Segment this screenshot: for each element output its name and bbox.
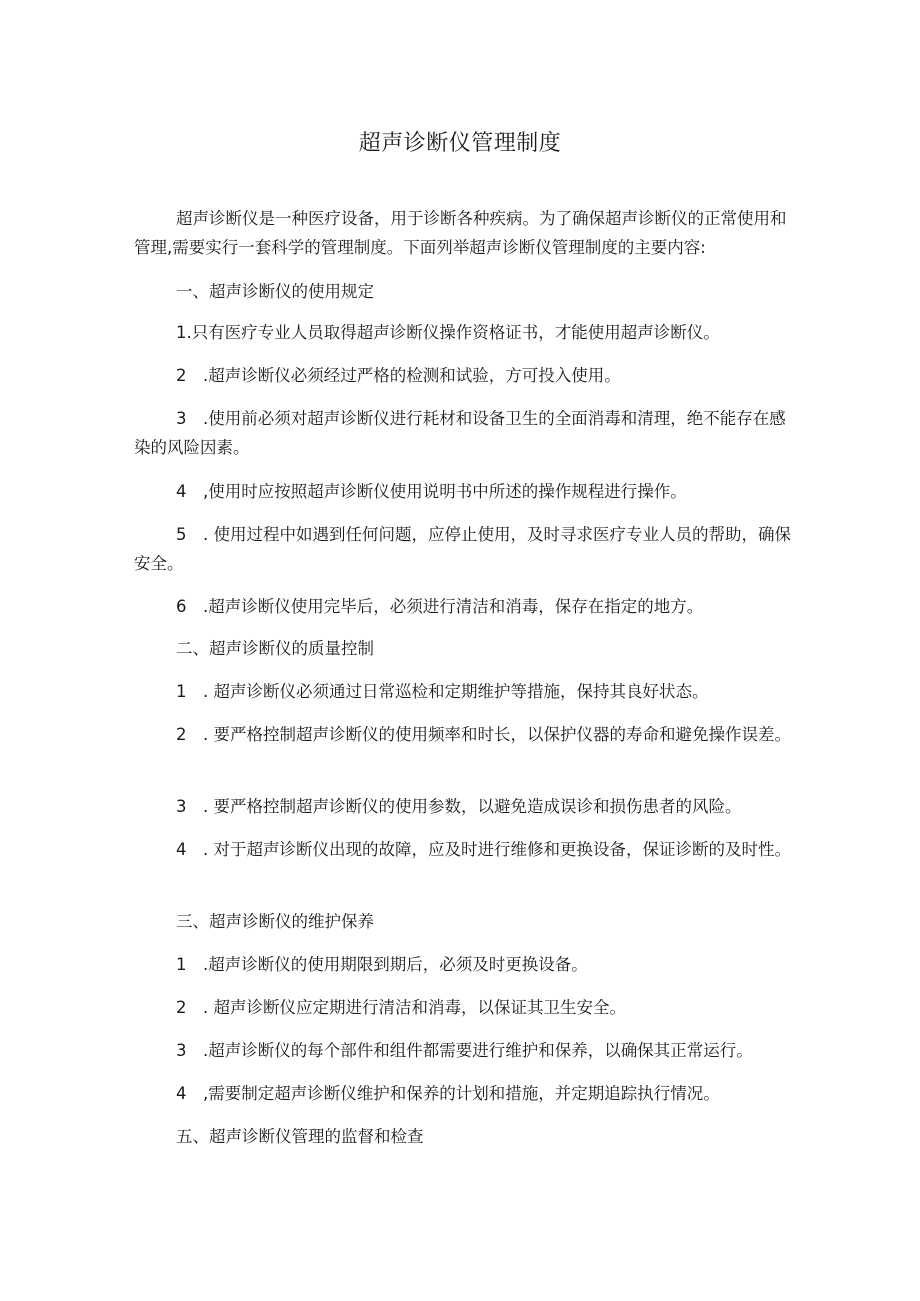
section-1-item-4: 4 ,使用时应按照超声诊断仪使用说明书中所述的操作规程进行操作。 (176, 482, 687, 501)
section-1-heading: 一、超声诊断仪的使用规定 (176, 282, 374, 301)
section-3-item-3: 3 .超声诊断仪的每个部件和组件都需要进行维护和保养，以确保其正常运行。 (176, 1041, 753, 1060)
section-1-item-1: 1.只有医疗专业人员取得超声诊断仪操作资格证书，才能使用超声诊断仪。 (176, 323, 720, 342)
section-1-item-2: 2 .超声诊断仪必须经过严格的检测和试验，方可投入使用。 (176, 366, 621, 385)
section-2-item-1: 1 . 超声诊断仪必须通过日常巡检和定期维护等措施，保持其良好状态。 (176, 682, 709, 701)
intro-paragraph: 超声诊断仪是一种医疗设备，用于诊断各种疾病。为了确保超声诊断仪的正常使用和管理,需要实行一套科学的管理制度。下面列举超声诊断仪管理制度的主要内容: (134, 209, 787, 257)
section-3-item-1: 1 .超声诊断仪的使用期限到期后，必须及时更换设备。 (176, 955, 588, 974)
section-3-item-4: 4 ,需要制定超声诊断仪维护和保养的计划和措施，并定期追踪执行情况。 (176, 1084, 720, 1103)
section-5-heading: 五、超声诊断仪管理的监督和检查 (176, 1127, 424, 1146)
section-3-item-2: 2 . 超声诊断仪应定期进行清洁和消毒，以保证其卫生安全。 (176, 998, 626, 1017)
section-1-item-6: 6 .超声诊断仪使用完毕后，必须进行清洁和消毒，保存在指定的地方。 (176, 597, 704, 616)
section-2-item-3: 3 . 要严格控制超声诊断仪的使用参数，以避免造成误诊和损伤患者的风险。 (176, 797, 742, 816)
section-1-item-3: 3 .使用前必须对超声诊断仪进行耗材和设备卫生的全面消毒和清理，绝不能存在感染的风险因素。 (134, 409, 786, 457)
document-title: 超声诊断仪管理制度 (358, 131, 562, 156)
section-2-item-2: 2 . 要严格控制超声诊断仪的使用频率和时长，以保护仪器的寿命和避免操作误差。 (176, 725, 791, 744)
section-2-heading: 二、超声诊断仪的质量控制 (176, 639, 374, 658)
section-1-item-5: 5 . 使用过程中如遇到任何问题，应停止使用，及时寻求医疗专业人员的帮助，确保安全。 (134, 525, 791, 573)
section-3-heading: 三、超声诊断仪的维护保养 (176, 912, 374, 931)
section-2-item-4: 4 . 对于超声诊断仪出现的故障，应及时进行维修和更换设备，保证诊断的及时性。 (176, 840, 791, 859)
